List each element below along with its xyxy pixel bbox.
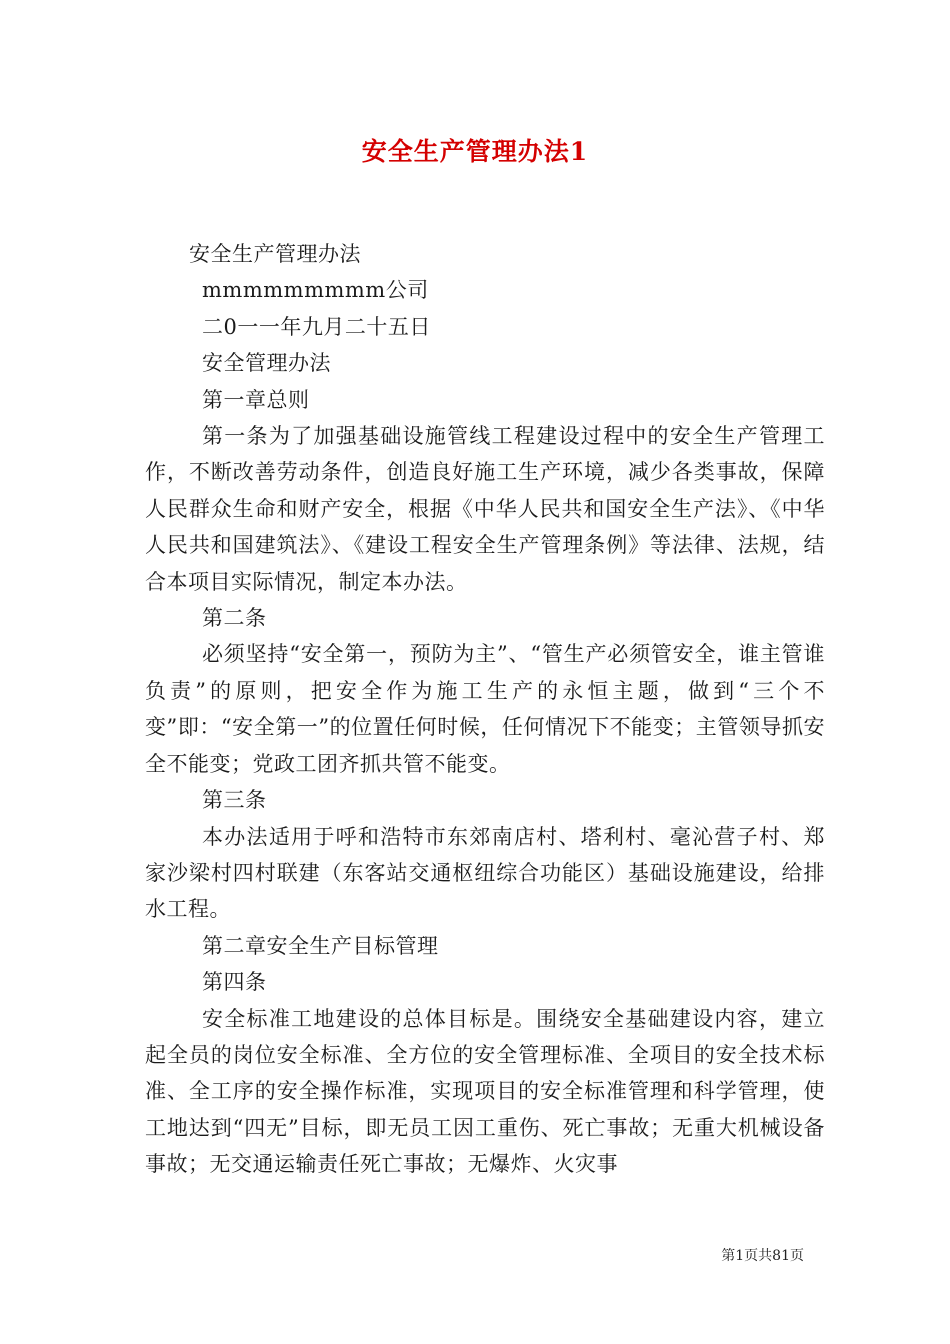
doc-name-line: 安全生产管理办法 (189, 242, 361, 266)
date-line: 二0一一年九月二十五日 (202, 314, 431, 339)
article-4-paragraph: 安全标准工地建设的总体目标是。围绕安全基础建设内容，建立起全员的岗位安全标准、全方位的安全管理标准、全项目的安全技术标准、全工序的安全操作标准，实现项目的安全标准管理和科学管理，使工地达到“四无”目标，即无员工因工重伤、死亡事故；无重大机械设备事故；无交通运输责任死亡事故；无爆炸、火灾事 (145, 1006, 825, 1177)
company-line: mmmmmmmmm公司 (202, 278, 429, 303)
subtitle-line: 安全管理办法 (202, 351, 331, 376)
page-number-footer: 第1页共81页 (721, 1248, 804, 1264)
article-3-paragraph: 本办法适用于呼和浩特市东郊南店村、塔利村、毫沁营子村、郑家沙梁村四村联建（东客站交通枢纽综合功能区）基础设施建设，给排水工程。 (145, 824, 825, 922)
chapter-2-heading: 第二章安全生产目标管理 (202, 933, 439, 958)
article-2-paragraph: 必须坚持“安全第一，预防为主”、“管生产必须管安全，谁主管谁负责”的原则，把安全作为施工生产的永恒主题，做到“三个不变”即：“安全第一”的位置任何时候，任何情况下不能变；主管领导抓安全不能变；党政工团齐抓共管不能变。 (145, 642, 825, 776)
chapter-1-heading: 第一章总则 (202, 387, 310, 412)
article-1-paragraph: 第一条为了加强基础设施管线工程建设过程中的安全生产管理工作，不断改善劳动条件，创造良好施工生产环境，减少各类事故，保障人民群众生命和财产安全，根据《中华人民共和国安全生产法》、《中华人民共和国建筑法》、《建设工程安全生产管理条例》等法律、法规，结合本项目实际情况，制定本办法。 (145, 424, 825, 594)
article-2-heading: 第二条 (202, 606, 267, 631)
document-body (145, 236, 825, 1183)
document-title: 安全生产管理办法1 (361, 137, 589, 166)
article-3-heading: 第三条 (202, 788, 267, 813)
article-4-heading: 第四条 (202, 970, 267, 995)
